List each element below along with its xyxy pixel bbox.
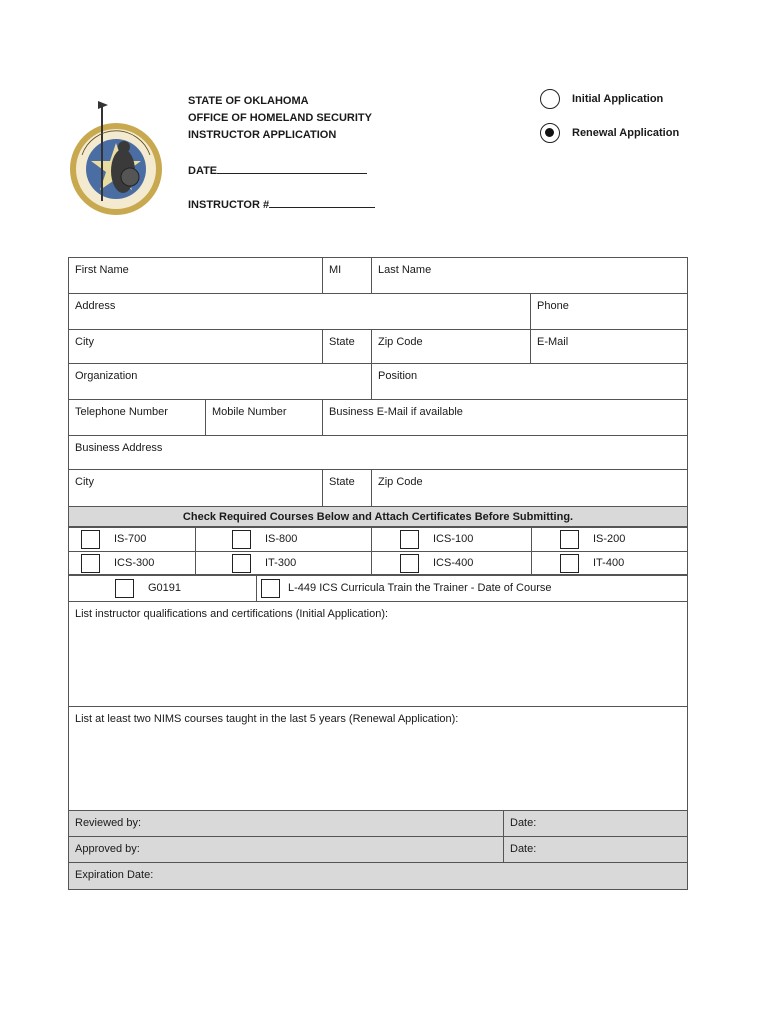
last-name-label: Last Name	[378, 264, 432, 276]
email-label: E-Mail	[537, 336, 569, 348]
qualifications-field[interactable]	[69, 602, 688, 707]
ics-100-checkbox[interactable]	[400, 530, 419, 549]
ics-400-checkbox[interactable]	[400, 554, 419, 573]
approved-by-label: Approved by:	[75, 843, 140, 855]
organization-field[interactable]	[69, 364, 372, 400]
course-ics-100[interactable]	[372, 528, 532, 552]
date-label: DATE	[188, 165, 218, 177]
it-400-label: IT-400	[593, 557, 625, 569]
expiration-date-label: Expiration Date:	[75, 869, 154, 881]
ics-300-label: ICS-300	[114, 557, 155, 569]
homeland-security-seal-logo	[68, 97, 164, 217]
course-is-200[interactable]	[532, 528, 688, 552]
course-it-400[interactable]	[532, 552, 688, 576]
renewal-application-radio[interactable]	[540, 123, 560, 143]
nims-courses-label: List at least two NIMS courses taught in the last 5 years (Renewal Application):	[75, 713, 459, 725]
application-form-table	[68, 257, 688, 527]
instructor-line	[269, 195, 375, 208]
ics-100-label: ICS-100	[433, 533, 474, 545]
instructor-number-field[interactable]	[188, 195, 375, 214]
business-address-field[interactable]	[69, 436, 688, 470]
state-label: State	[329, 336, 355, 348]
g0191-label: G0191	[148, 582, 182, 594]
is-700-checkbox[interactable]	[81, 530, 100, 549]
l449-label: L-449 ICS Curricula Train the Trainer - Date of Course	[288, 582, 552, 594]
courses-heading: Check Required Courses Below and Attach Certificates Before Submitting.	[69, 507, 688, 527]
zip-label: Zip Code	[378, 336, 423, 348]
is-700-label: IS-700	[114, 533, 147, 545]
header-office: OFFICE OF HOMELAND SECURITY	[188, 112, 372, 124]
mi-label: MI	[329, 264, 342, 276]
courses-extra-table	[68, 574, 688, 602]
business-zip-field[interactable]	[372, 470, 688, 507]
approval-date-label: Date:	[510, 843, 537, 855]
business-email-field[interactable]	[323, 400, 688, 436]
course-is-700[interactable]	[69, 528, 196, 552]
email-field[interactable]	[531, 330, 688, 364]
phone-field[interactable]	[531, 294, 688, 330]
organization-label: Organization	[75, 370, 138, 382]
city-label: City	[75, 336, 94, 348]
reviewed-by-label: Reviewed by:	[75, 817, 142, 829]
business-state-label: State	[329, 476, 355, 488]
business-zip-label: Zip Code	[378, 476, 423, 488]
review-date-field[interactable]	[504, 811, 688, 837]
it-300-checkbox[interactable]	[232, 554, 251, 573]
initial-application-radio[interactable]	[540, 89, 560, 109]
reviewed-by-field[interactable]	[69, 811, 504, 837]
mobile-field[interactable]	[206, 400, 323, 436]
course-g0191[interactable]	[69, 575, 257, 602]
review-date-label: Date:	[510, 817, 537, 829]
telephone-field[interactable]	[69, 400, 206, 436]
renewal-application-option[interactable]	[540, 123, 679, 143]
telephone-label: Telephone Number	[75, 406, 168, 418]
date-line	[217, 161, 367, 174]
business-city-field[interactable]	[69, 470, 323, 507]
approval-date-field[interactable]	[504, 837, 688, 863]
first-name-field[interactable]	[69, 258, 323, 294]
course-is-800[interactable]	[196, 528, 372, 552]
phone-label: Phone	[537, 300, 569, 312]
renewal-application-label: Renewal Application	[572, 127, 680, 139]
initial-application-option[interactable]	[540, 89, 663, 109]
g0191-checkbox[interactable]	[115, 579, 134, 598]
nims-courses-field[interactable]	[69, 707, 688, 811]
qualifications-label: List instructor qualifications and certifications (Initial Application):	[75, 608, 389, 620]
approved-by-field[interactable]	[69, 837, 504, 863]
course-it-300[interactable]	[196, 552, 372, 576]
business-email-label: Business E-Mail if available	[329, 406, 463, 418]
mi-field[interactable]	[323, 258, 372, 294]
expiration-date-field[interactable]	[69, 863, 688, 890]
date-field[interactable]	[188, 161, 367, 180]
courses-table	[68, 527, 688, 576]
mobile-label: Mobile Number	[212, 406, 287, 418]
l449-checkbox[interactable]	[261, 579, 280, 598]
it-400-checkbox[interactable]	[560, 554, 579, 573]
last-name-field[interactable]	[372, 258, 688, 294]
course-l449[interactable]	[257, 575, 688, 602]
course-ics-400[interactable]	[372, 552, 532, 576]
ics-300-checkbox[interactable]	[81, 554, 100, 573]
is-800-label: IS-800	[265, 533, 298, 545]
header-form-title: INSTRUCTOR APPLICATION	[188, 129, 337, 141]
is-200-checkbox[interactable]	[560, 530, 579, 549]
business-state-field[interactable]	[323, 470, 372, 507]
address-field[interactable]	[69, 294, 531, 330]
address-label: Address	[75, 300, 116, 312]
course-ics-300[interactable]	[69, 552, 196, 576]
instructor-label: INSTRUCTOR #	[188, 199, 270, 211]
position-field[interactable]	[372, 364, 688, 400]
state-field[interactable]	[323, 330, 372, 364]
first-name-label: First Name	[75, 264, 129, 276]
ics-400-label: ICS-400	[433, 557, 474, 569]
city-field[interactable]	[69, 330, 323, 364]
business-city-label: City	[75, 476, 94, 488]
business-address-label: Business Address	[75, 442, 163, 454]
narrative-table	[68, 601, 688, 890]
zip-field[interactable]	[372, 330, 531, 364]
initial-application-label: Initial Application	[572, 93, 664, 105]
it-300-label: IT-300	[265, 557, 297, 569]
is-200-label: IS-200	[593, 533, 626, 545]
position-label: Position	[378, 370, 418, 382]
header-state: STATE OF OKLAHOMA	[188, 95, 309, 107]
is-800-checkbox[interactable]	[232, 530, 251, 549]
